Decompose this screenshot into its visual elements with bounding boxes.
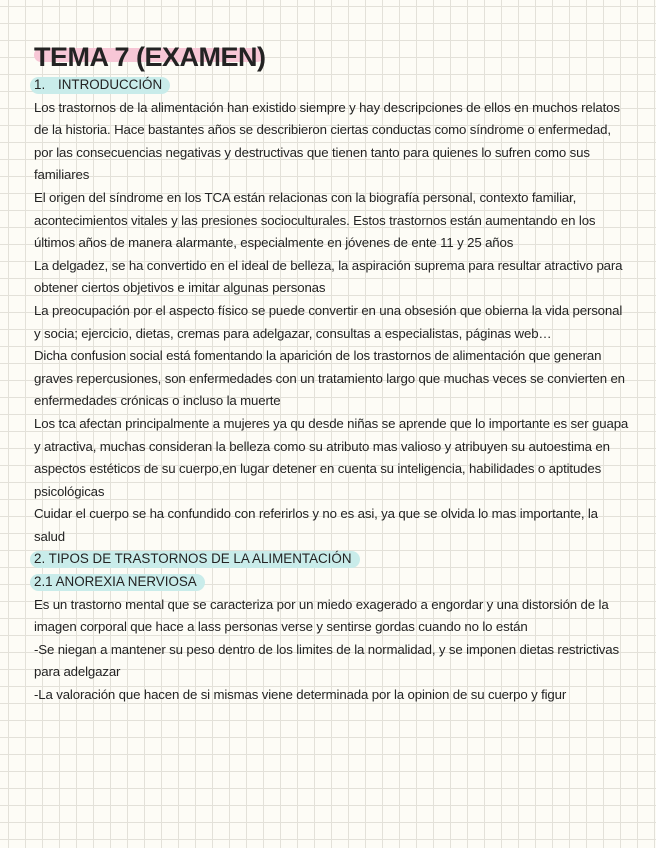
section-2-heading-row	[34, 548, 630, 571]
section-1-title: INTRODUCCIÓN	[58, 77, 163, 92]
section-2	[34, 548, 630, 706]
paragraph: El origen del síndrome en los TCA están relacionas con la biografía personal, contexto familiar, acontecimientos vitales y las presiones socioculturales. Estos trastornos están aumentando en los últimos años de manera alarmante, especialmente en jóvenes de ente 11 y 25 años	[34, 189, 596, 251]
section-1	[34, 74, 630, 548]
paragraph: Es un trastorno mental que se caracteriza por un miedo exagerado a engordar y una distorsión de la imagen corporal que hace a lass personas verse y sentirse gordas cuando no lo están	[34, 596, 609, 635]
subsection-2-1-title: 2.1 ANOREXIA NERVIOSA	[34, 574, 197, 590]
section-2-title: 2. TIPOS DE TRASTORNOS DE LA ALIMENTACIÓN	[34, 551, 352, 567]
paragraph: La preocupación por el aspecto físico se puede convertir en una obsesión que obierna la vida personal y socia; ejercicio, dietas, cremas para adelgazar, consultas a especialistas, páginas web…	[34, 302, 623, 341]
document-page	[34, 40, 630, 707]
paragraph: Dicha confusion social está fomentando la aparición de los trastornos de alimentación que generan graves repercusiones, son enfermedades con un tratamiento largo que muchas veces se convierten en enfermedades crónicas o incluso la muerte	[34, 348, 625, 409]
page-title-text: TEMA 7 (EXAMEN)	[34, 42, 266, 72]
paragraph: -La valoración que hacen de si mismas viene determinada por la opinion de su cuerpo y figur	[34, 687, 567, 703]
subsection-2-1-heading	[34, 571, 197, 594]
paragraph: Cuidar el cuerpo se ha confundido con referirlos y no es asi, ya que se olvida lo mas importante, la salud	[34, 506, 598, 544]
paragraph: La delgadez, se ha convertido en el ideal de belleza, la aspiración suprema para resultar atractivo para obtener ciertos objetivos e imitar algunas personas	[34, 257, 623, 296]
subsection-2-1-heading-row	[34, 571, 630, 594]
paragraph: Los trastornos de la alimentación han existido siempre y hay descripciones de ellos en muchos relatos de la historia. Hace bastantes años se describieron ciertas conductas como síndrome o enfermedad, por las consecuencias negativas y destructivas que tienen tanto para quienes lo sufren como sus familiares	[34, 99, 620, 183]
paragraph: -Se niegan a mantener su peso dentro de los limites de la normalidad, y se imponen dietas restrictivas para adelgazar	[34, 641, 619, 680]
paragraph: Los tca afectan principalmente a mujeres ya qu desde niñas se aprende que lo importante es ser guapa y atractiva, muchas consideran la belleza como su atributo mas valioso y atribuyen su autoestima en aspectos estéticos de su cuerpo,en lugar detener en cuenta su inteligencia, habilidades o aptitudes psicológicas	[34, 415, 629, 499]
page-title	[34, 40, 266, 74]
section-1-number: 1.	[34, 77, 46, 92]
section-2-heading	[34, 548, 352, 571]
section-1-heading-row	[34, 74, 630, 97]
section-1-heading	[34, 74, 162, 97]
